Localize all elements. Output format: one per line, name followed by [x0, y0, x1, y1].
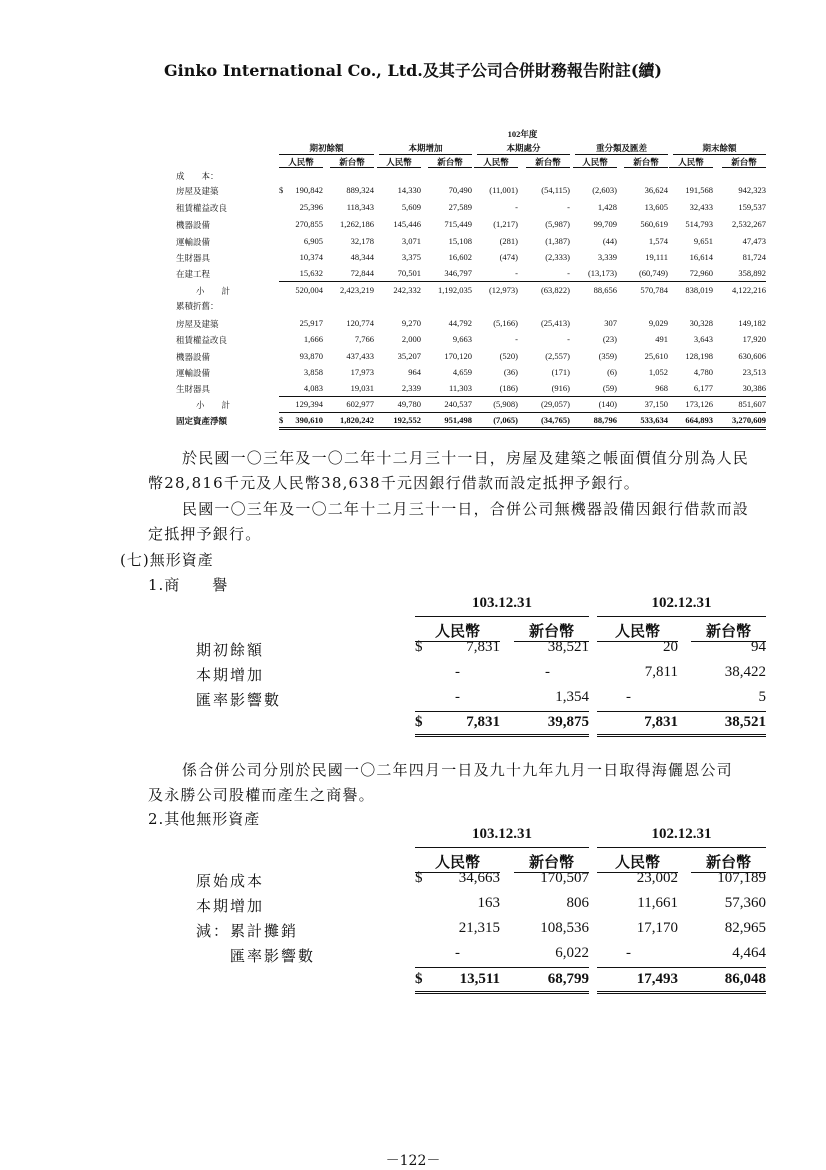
group-header-rule	[279, 154, 374, 155]
cell-value: 520,004	[295, 285, 323, 295]
cost-section-label: 成 本：	[176, 171, 219, 181]
cell-value: 13,605	[644, 202, 668, 212]
cell-value: (34,765)	[540, 415, 570, 425]
cell-value: 942,323	[738, 185, 766, 195]
cell-value: 108,536	[540, 920, 589, 936]
cell-value: 17,973	[350, 367, 374, 377]
row-label: 匯率影響數	[196, 693, 282, 709]
row-label: 本期增加	[196, 668, 265, 684]
other-intangibles-title: 2.其他無形資產	[148, 810, 261, 828]
cell-value: (6)	[607, 367, 617, 377]
cell-value: (186)	[499, 383, 518, 393]
cell-value: -	[626, 945, 631, 961]
row-label: 租賃權益改良	[176, 335, 228, 345]
cell-value: 346,797	[444, 268, 472, 278]
cell-value: (1,387)	[545, 236, 570, 246]
cell-value: (171)	[551, 367, 570, 377]
column-header: 人民幣	[434, 624, 480, 640]
cell-value: 27,589	[448, 202, 472, 212]
cell-value: (1,217)	[493, 219, 518, 229]
cell-value: 1,666	[303, 334, 323, 344]
row-label: 減：累計攤銷	[196, 924, 299, 940]
total-value: 13,511	[459, 971, 500, 987]
cell-value: 145,446	[393, 219, 421, 229]
cell-value: 72,960	[689, 268, 713, 278]
cell-value: 1,428	[597, 202, 617, 212]
cell-value: 1,574	[648, 236, 668, 246]
cell-value: 1,820,242	[340, 415, 374, 425]
cell-value: 951,498	[444, 415, 472, 425]
cell-value: -	[626, 689, 631, 705]
cell-value: 16,614	[689, 252, 713, 262]
row-label: 固定資產淨額	[176, 416, 228, 426]
goodwill-note-line2: 及永勝公司股權而產生之商譽。	[148, 786, 375, 804]
group-header-rule	[477, 154, 570, 155]
cell-value: 81,724	[742, 252, 766, 262]
cell-value: 99,709	[593, 219, 617, 229]
cell-value: 37,150	[644, 399, 668, 409]
cell-value: -	[515, 202, 518, 212]
cell-value: 118,343	[346, 202, 374, 212]
column-header-rule	[377, 167, 421, 168]
cell-value: 19,111	[645, 252, 668, 262]
goodwill-note-line1: 係合併公司分別於民國一〇二年四月一日及九十九年九月一日取得海儷恩公司	[182, 761, 733, 779]
paragraph-machinery-line2: 定抵押予銀行。	[148, 525, 262, 543]
cell-value: 307	[604, 318, 617, 328]
cell-value: 889,324	[346, 185, 374, 195]
cell-value: 9,651	[693, 236, 713, 246]
total-double-rule-2	[597, 734, 766, 737]
row-label: 小 計	[196, 400, 231, 410]
cell-value: (44)	[602, 236, 617, 246]
cell-value: 3,858	[303, 367, 323, 377]
column-header: 新台幣	[528, 624, 574, 640]
period-header: 103.12.31	[472, 826, 532, 842]
cell-value: 240,537	[444, 399, 472, 409]
cell-value: -	[567, 268, 570, 278]
total-value: 68,799	[547, 971, 589, 987]
column-header: 人民幣	[386, 157, 412, 167]
cell-value: 1,262,186	[340, 219, 374, 229]
total-value: 17,493	[636, 971, 678, 987]
row-label: 生財器具	[176, 253, 211, 263]
cell-value: 2,423,219	[340, 285, 374, 295]
cell-value: 7,766	[354, 334, 374, 344]
cell-value: 173,126	[685, 399, 713, 409]
cell-value: (63,822)	[540, 285, 570, 295]
depreciation-section-label: 累積折舊：	[176, 301, 219, 311]
column-header-rule	[428, 167, 472, 168]
column-header: 新台幣	[535, 157, 561, 167]
cell-value: 17,920	[742, 334, 766, 344]
subtotal-rule-2	[597, 967, 766, 968]
cell-value: 23,002	[636, 870, 678, 886]
column-header: 人民幣	[434, 855, 480, 871]
cell-value: (60,749)	[638, 268, 668, 278]
column-header: 人民幣	[614, 624, 660, 640]
total-double-rule-1	[415, 734, 589, 737]
cell-value: 23,513	[742, 367, 766, 377]
period-header-rule	[415, 847, 589, 848]
cell-value: 664,893	[685, 415, 713, 425]
cell-value: 128,198	[685, 351, 713, 361]
group-header-rule	[379, 154, 472, 155]
cell-value: 2,532,267	[732, 219, 766, 229]
cell-value: 838,019	[685, 285, 713, 295]
depreciation-subtotal-rule	[279, 396, 766, 397]
cell-value: (5,908)	[493, 399, 518, 409]
cell-value: 38,521	[547, 639, 589, 655]
row-label: 原始成本	[196, 874, 265, 890]
cell-value: 570,784	[640, 285, 668, 295]
row-label: 匯率影響數	[230, 949, 316, 965]
cell-value: (12,973)	[488, 285, 518, 295]
cell-value: 32,178	[350, 236, 374, 246]
column-header-rule	[279, 167, 323, 168]
column-header-rule	[722, 167, 766, 168]
cell-value: 10,374	[299, 252, 323, 262]
cell-value: 163	[477, 895, 500, 911]
cost-subtotal-rule	[279, 281, 766, 282]
cell-value: 36,624	[644, 185, 668, 195]
cell-value: 5	[758, 689, 766, 705]
row-label: 房屋及建築	[176, 319, 219, 329]
row-label: 在建工程	[176, 269, 211, 279]
currency-symbol: $	[279, 415, 284, 425]
cell-value: 3,071	[401, 236, 421, 246]
column-header: 人民幣	[288, 157, 314, 167]
column-header-rule	[624, 167, 668, 168]
cell-value: 170,120	[444, 351, 472, 361]
cell-value: 806	[566, 895, 589, 911]
cell-value: 437,433	[346, 351, 374, 361]
cell-value: 47,473	[742, 236, 766, 246]
cell-value: (5,987)	[545, 219, 570, 229]
column-header: 新台幣	[731, 157, 757, 167]
cell-value: 4,083	[303, 383, 323, 393]
cell-value: 5,609	[401, 202, 421, 212]
cell-value: 15,108	[448, 236, 472, 246]
cell-value: -	[567, 202, 570, 212]
cell-value: 7,811	[644, 664, 678, 680]
cell-value: 82,965	[724, 920, 766, 936]
group-header-rule	[673, 154, 766, 155]
cell-value: 57,360	[724, 895, 766, 911]
column-header: 人民幣	[483, 157, 509, 167]
column-header-rule	[526, 167, 570, 168]
column-header-rule	[474, 167, 518, 168]
period-header-rule	[597, 616, 766, 617]
cell-value: (29,057)	[540, 399, 570, 409]
cell-value: -	[455, 664, 460, 680]
cell-value: (520)	[499, 351, 518, 361]
cell-value: 3,375	[401, 252, 421, 262]
cell-value: -	[455, 689, 460, 705]
row-label: 期初餘額	[196, 643, 265, 659]
row-label: 房屋及建築	[176, 186, 219, 196]
cell-value: 48,344	[350, 252, 374, 262]
total-value: 7,831	[466, 714, 500, 730]
cell-value: 560,619	[640, 219, 668, 229]
cell-value: (281)	[499, 236, 518, 246]
period-header: 102.12.31	[651, 826, 712, 842]
cell-value: 190,842	[295, 185, 323, 195]
cell-value: 192,552	[393, 415, 421, 425]
group-header: 本期處分	[506, 143, 541, 153]
cell-value: 270,855	[295, 219, 323, 229]
cell-value: (13,173)	[587, 268, 617, 278]
column-header: 人民幣	[678, 157, 704, 167]
total-value: 7,831	[644, 714, 678, 730]
subtotal-rule-1	[415, 967, 589, 968]
net-double-rule	[279, 427, 766, 430]
cell-value: 88,656	[593, 285, 617, 295]
cell-value: 1,052	[648, 367, 668, 377]
column-header: 新台幣	[705, 855, 751, 871]
cell-value: 715,449	[444, 219, 472, 229]
subtotal-rule-1	[415, 711, 589, 712]
cell-value: 30,328	[689, 318, 713, 328]
column-header: 新台幣	[633, 157, 659, 167]
cell-value: 170,507	[540, 870, 589, 886]
cell-value: 149,182	[738, 318, 766, 328]
row-label: 運輸設備	[176, 368, 211, 378]
cell-value: 17,170	[636, 920, 678, 936]
cell-value: 32,433	[689, 202, 713, 212]
cell-value: 4,780	[693, 367, 713, 377]
cell-value: 9,270	[401, 318, 421, 328]
cell-value: 4,464	[732, 945, 766, 961]
cell-value: 9,029	[648, 318, 668, 328]
column-header-rule	[669, 167, 713, 168]
cell-value: (36)	[503, 367, 518, 377]
cell-value: 7,831	[466, 639, 500, 655]
total-double-rule-1	[415, 991, 589, 994]
paragraph-pledge-line2: 幣28,816千元及人民幣38,638千元因銀行借款而設定抵押予銀行。	[148, 474, 640, 492]
cell-value: (916)	[551, 383, 570, 393]
group-header: 本期增加	[408, 143, 443, 153]
cell-value: 20	[663, 639, 678, 655]
cell-value: 14,330	[397, 185, 421, 195]
period-header: 102.12.31	[651, 595, 712, 611]
cell-value: -	[515, 334, 518, 344]
column-header: 人民幣	[582, 157, 608, 167]
column-header-rule	[330, 167, 374, 168]
cell-value: 4,659	[452, 367, 472, 377]
period-header-rule	[415, 616, 589, 617]
cell-value: 120,774	[346, 318, 374, 328]
cell-value: 4,122,216	[732, 285, 766, 295]
column-header: 人民幣	[614, 855, 660, 871]
cell-value: 6,022	[555, 945, 589, 961]
total-value: 39,875	[547, 714, 589, 730]
column-header: 新台幣	[528, 855, 574, 871]
page-number: －122－	[385, 1153, 441, 1169]
cell-value: (7,065)	[493, 415, 518, 425]
period-header: 103.12.31	[472, 595, 532, 611]
cell-value: (25,413)	[540, 318, 570, 328]
cell-value: 44,792	[448, 318, 472, 328]
cell-value: 72,844	[350, 268, 374, 278]
currency-symbol: $	[415, 870, 423, 886]
column-header: 新台幣	[339, 157, 365, 167]
column-header-rule	[573, 167, 617, 168]
cell-value: (140)	[598, 399, 617, 409]
paragraph-pledge-line1: 於民國一〇三年及一〇二年十二月三十一日，房屋及建築之帳面價值分別為人民	[182, 449, 750, 467]
cell-value: 968	[655, 383, 668, 393]
column-header: 新台幣	[437, 157, 463, 167]
group-header: 重分類及匯差	[595, 143, 647, 153]
cell-value: (359)	[598, 351, 617, 361]
cell-value: 1,354	[555, 689, 589, 705]
row-label: 租賃權益改良	[176, 203, 228, 213]
cell-value: 3,339	[597, 252, 617, 262]
currency-symbol: $	[415, 971, 423, 987]
cell-value: -	[455, 945, 460, 961]
cell-value: 159,537	[738, 202, 766, 212]
cell-value: 491	[655, 334, 668, 344]
cell-value: 533,634	[640, 415, 668, 425]
row-label: 運輸設備	[176, 237, 211, 247]
cell-value: 107,189	[717, 870, 766, 886]
cell-value: (474)	[499, 252, 518, 262]
cell-value: 1,192,035	[438, 285, 472, 295]
group-header: 期初餘額	[309, 143, 344, 153]
cell-value: 390,610	[295, 415, 323, 425]
cell-value: -	[567, 334, 570, 344]
row-label: 機器設備	[176, 352, 211, 362]
currency-symbol: $	[415, 714, 423, 730]
paragraph-machinery-line1: 民國一〇三年及一〇二年十二月三十一日，合併公司無機器設備因銀行借款而設	[182, 500, 750, 518]
cell-value: 21,315	[458, 920, 500, 936]
cell-value: 15,632	[299, 268, 323, 278]
cell-value: 88,796	[593, 415, 617, 425]
cell-value: 94	[751, 639, 766, 655]
cell-value: 11,661	[637, 895, 678, 911]
cell-value: 129,394	[295, 399, 323, 409]
cell-value: (5,166)	[493, 318, 518, 328]
cell-value: 34,663	[458, 870, 500, 886]
cell-value: -	[545, 664, 550, 680]
cell-value: 2,000	[401, 334, 421, 344]
cell-value: 25,917	[299, 318, 323, 328]
cell-value: 25,396	[299, 202, 323, 212]
row-label: 機器設備	[176, 220, 211, 230]
cell-value: 602,977	[346, 399, 374, 409]
cell-value: 3,270,609	[732, 415, 766, 425]
cell-value: 6,905	[303, 236, 323, 246]
cell-value: 38,422	[724, 664, 766, 680]
cell-value: (59)	[602, 383, 617, 393]
cell-value: 70,501	[397, 268, 421, 278]
cell-value: 514,793	[685, 219, 713, 229]
cell-value: 30,386	[742, 383, 766, 393]
group-header-rule	[575, 154, 668, 155]
total-value: 38,521	[724, 714, 766, 730]
row-label: 生財器具	[176, 384, 211, 394]
cell-value: 851,607	[738, 399, 766, 409]
page-title: Ginko International Co., Ltd.及其子公司合併財務報告附註(續)	[164, 61, 662, 80]
total-double-rule-2	[597, 991, 766, 994]
cell-value: 630,606	[738, 351, 766, 361]
cell-value: -	[515, 268, 518, 278]
row-label: 小 計	[196, 286, 231, 296]
cell-value: 49,780	[397, 399, 421, 409]
row-label: 本期增加	[196, 899, 265, 915]
cell-value: (2,603)	[592, 185, 617, 195]
cell-value: 35,207	[397, 351, 421, 361]
section-title-intangibles: (七)無形資產	[120, 551, 214, 569]
period-header-rule	[597, 847, 766, 848]
net-rule	[279, 412, 766, 413]
cell-value: 3,643	[693, 334, 713, 344]
group-header: 期末餘額	[702, 143, 737, 153]
cell-value: 25,610	[644, 351, 668, 361]
cell-value: 358,892	[738, 268, 766, 278]
cell-value: 11,303	[448, 383, 472, 393]
cell-value: 242,332	[393, 285, 421, 295]
cell-value: 964	[408, 367, 421, 377]
goodwill-title: 1.商 譽	[148, 576, 229, 594]
cell-value: (54,115)	[541, 185, 570, 195]
cell-value: 70,490	[448, 185, 472, 195]
cell-value: (2,333)	[545, 252, 570, 262]
subtotal-rule-2	[597, 711, 766, 712]
total-value: 86,048	[724, 971, 766, 987]
cell-value: 2,339	[401, 383, 421, 393]
year-header: 102年度	[507, 129, 538, 139]
cell-value: (2,557)	[545, 351, 570, 361]
cell-value: (23)	[602, 334, 617, 344]
cell-value: 9,663	[452, 334, 472, 344]
cell-value: 191,568	[685, 185, 713, 195]
cell-value: 16,602	[448, 252, 472, 262]
column-header: 新台幣	[705, 624, 751, 640]
currency-symbol: $	[279, 185, 284, 195]
cell-value: (11,001)	[489, 185, 518, 195]
cell-value: 93,870	[299, 351, 323, 361]
currency-symbol: $	[415, 639, 423, 655]
cell-value: 6,177	[693, 383, 713, 393]
cell-value: 19,031	[350, 383, 374, 393]
